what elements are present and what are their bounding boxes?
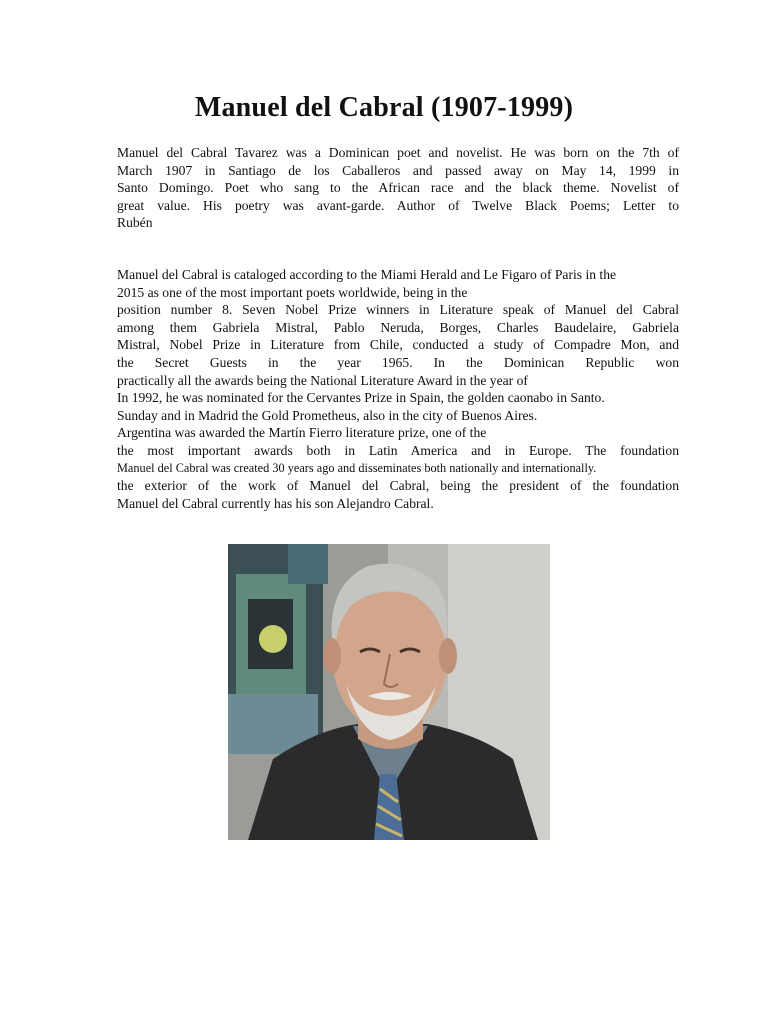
text-line: Manuel del Cabral was created 30 years ago and disseminates both nationally and internationally. [117, 460, 597, 475]
awards-paragraph [117, 266, 679, 512]
portrait-photo [228, 544, 550, 840]
text-line: Mistral, Nobel Prize in Literature from Chile, conducted a study of Compadre Mon, and [117, 337, 679, 353]
page-title: Manuel del Cabral (1907-1999) [194, 92, 574, 123]
text-line: March 1907 in Santiago de los Caballeros and passed away on May 14, 1999 in [117, 162, 679, 178]
text-line: Rubén [117, 215, 153, 231]
text-line: great value. His poetry was avant-garde. Author of Twelve Black Poems; Letter to [117, 197, 679, 213]
text-line: Manuel del Cabral Tavarez was a Dominican poet and novelist. He was born on the 7th of [117, 145, 679, 160]
text-line: position number 8. Seven Nobel Prize winners in Literature speak of Manuel del Cabral [117, 302, 679, 318]
text-line: Santo Domingo. Poet who sang to the African race and the black theme. Novelist of [117, 180, 679, 196]
text-line: the most important awards both in Latin America and in Europe. The foundation [117, 442, 679, 458]
text-line: the Secret Guests in the year 1965. In the Dominican Republic won [117, 354, 679, 370]
biography-paragraph [117, 144, 679, 232]
text-line: Manuel del Cabral is cataloged according to the Miami Herald and Le Figaro of Paris in the [117, 267, 617, 282]
text-line: Argentina was awarded the Martín Fierro literature prize, one of the [117, 425, 487, 441]
text-line: among them Gabriela Mistral, Pablo Neruda, Borges, Charles Baudelaire, Gabriela [117, 319, 679, 335]
text-line: Sunday and in Madrid the Gold Prometheus, also in the city of Buenos Aires. [117, 407, 538, 423]
text-line: practically all the awards being the National Literature Award in the year of [117, 372, 528, 388]
text-line: 2015 as one of the most important poets worldwide, being in the [117, 284, 468, 300]
text-line: Manuel del Cabral currently has his son Alejandro Cabral. [117, 495, 434, 511]
text-line: In 1992, he was nominated for the Cervantes Prize in Spain, the golden caonabo in Santo. [117, 390, 605, 406]
text-line: the exterior of the work of Manuel del Cabral, being the president of the foundation [117, 478, 679, 494]
